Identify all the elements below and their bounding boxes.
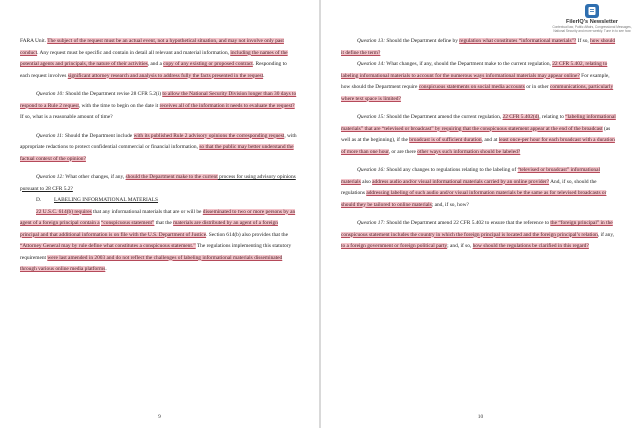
newsletter-badge[interactable] (550, 4, 634, 33)
highlight[interactable]: “televised or broadcast” informational materials (341, 167, 600, 185)
highlight[interactable]: 22 CFR 5.402, relating to labeling informational materials to account for the numerous ways informational materials may appear online? (341, 61, 608, 79)
question-label: Question 10: (36, 91, 64, 97)
newsletter-title: FilerIQ's Newsletter (565, 19, 618, 25)
text-span: also (360, 178, 373, 185)
text-span: . (105, 266, 107, 272)
text-span: . Any request must be specific and contain in detail all relevant and material information, (37, 49, 231, 56)
highlight[interactable]: “Attorney General may by rule define what constitutes a conspicuous statement.” (20, 243, 196, 249)
highlight[interactable]: 22 CFR 5.402(d) (502, 114, 540, 120)
newsletter-subtitle: Contextual law, Public Affairs, Congressional Messages, National Security and more weekly. Tune in to see how (552, 25, 632, 33)
page-number: 9 (158, 414, 161, 420)
paragraph-labeling (20, 207, 297, 276)
page-10 (321, 0, 640, 428)
question-10 (20, 89, 297, 124)
text-span: Should the Department revise 28 CFR 5.2(i) (64, 91, 163, 97)
text-span: . Section 614(b) also provides that the (206, 231, 288, 238)
highlight[interactable]: how should the regulations be clarified in this regard? (472, 243, 589, 249)
question-15 (341, 112, 618, 158)
question-11 (20, 131, 297, 166)
text-span: Should any changes to regulations relating to the labeling of (385, 167, 518, 173)
section-title: LABELING INFORMATIONAL MATERIALS (54, 197, 159, 203)
text-span: FARA Unit. (20, 38, 48, 44)
text-span: , relating to (539, 114, 566, 120)
text-span: process for using advisory opinions pursuant to 28 CFR 5.2? (20, 174, 296, 192)
highlight[interactable]: “conspicuous statement” (101, 220, 155, 226)
question-label: Question 15: (357, 114, 385, 120)
text-span: If so, (576, 38, 591, 44)
question-label: Question 16: (357, 167, 385, 173)
question-14 (341, 59, 618, 105)
question-17 (341, 218, 618, 253)
highlight[interactable]: communications, particularly where text space is limited? (341, 84, 614, 102)
text-span: If so, what is a reasonable amount of time? (20, 114, 113, 120)
page-number: 10 (477, 414, 484, 420)
question-label: Question 11: (36, 132, 64, 139)
text-span: , with appropriate redactions to protect confidential commercial or financial information, (20, 132, 297, 150)
highlight[interactable]: broadcast is of sufficient duration (409, 137, 482, 143)
text-span: . (263, 72, 265, 79)
highlight[interactable]: to allow the National Security Division longer than 30 days to respond to a Rule 2 request (20, 91, 297, 109)
highlight[interactable]: receives all of the information it needs to evaluate the request? (159, 102, 295, 109)
highlight[interactable]: how should it define the term? (341, 38, 616, 56)
highlight[interactable]: were last amended in 2003 and do not reflect the challenges of labeling informational materials disseminated through various online media platforms (20, 254, 283, 272)
highlight[interactable]: regulation what constitutes “informational materials”? (459, 38, 577, 44)
text-span: that any informational materials that are or will be (91, 208, 203, 215)
text-span: The regulations implementing this statutory requirement (20, 243, 292, 261)
highlight[interactable]: disseminated to two or more persons by an agent of a foreign principal contain a (20, 208, 296, 226)
text-span: , and a (147, 61, 164, 67)
newsletter-logo-icon (585, 4, 599, 18)
text-span: ; and, if so, how? (431, 201, 469, 208)
highlight[interactable]: the “foreign principal” in the conspicuous statement includes the country in which the foreign principal is located and the foreign principal’s relation (341, 220, 613, 238)
highlight[interactable]: address audio and/or visual informational materials carried by an online provider? (372, 178, 550, 185)
highlight[interactable]: addressing labeling of such audio and/or visual information materials be the same as for televised broadcasts or should they be tailored to online materials (341, 190, 607, 208)
paragraph-fara-request (20, 36, 297, 82)
text-span: For example, how should the Department require (341, 72, 610, 90)
text-span: What changes, if any, should the Department make to the current regulation, (385, 61, 553, 67)
text-span: , with the time to begin on the date it (78, 102, 160, 109)
question-12 (20, 172, 297, 195)
text-span: , and at (481, 137, 499, 143)
text-span: Should the Department amend the current regulation, (385, 114, 503, 120)
section-heading (20, 195, 297, 207)
text-span: . Responding to each request involves (20, 61, 287, 79)
page-9 (0, 0, 319, 428)
text-span: ; and, if so, (447, 243, 473, 249)
highlight[interactable]: with its published Rule 2 advisory opinions the corresponding request (133, 132, 285, 139)
text-span: Should the Department define by (385, 38, 460, 44)
question-label: Question 13: (357, 38, 385, 44)
highlight[interactable]: least once-per hour for each broadcast with a duration of more than one hour (341, 137, 615, 155)
highlight[interactable]: “labeling informational materials” that are “televised or broadcast” by requiring that the conspicuous statement appear at the end of the broadcast (341, 114, 616, 132)
highlight[interactable]: significant attorney research and analysis to address fully the facts presented in the request (67, 72, 264, 79)
highlight[interactable]: copy of any existing or proposed contract (163, 61, 253, 67)
highlight[interactable]: conspicuous statements on social media accounts (418, 84, 525, 90)
highlight[interactable]: should the Department make to the current (125, 174, 218, 180)
text-span: Should the Department include (63, 132, 134, 139)
question-label: Question 17: (357, 220, 385, 226)
text-span: , if any, (597, 231, 615, 238)
question-label: Question 12: (36, 174, 64, 180)
text-span: (as well as at the beginning), if the (341, 125, 611, 143)
highlight[interactable]: materials are distributed by an agent of a foreign principal and that additional information is on file with the U.S. Department of Justice (20, 220, 278, 238)
section-letter: D. (36, 197, 42, 203)
highlight[interactable]: 22 U.S.C. 614(b) requires (36, 208, 92, 215)
highlight[interactable]: to a foreign government or foreign political party (341, 243, 448, 249)
text-span: or in other (524, 84, 550, 90)
highlight[interactable]: including the names of the potential agents and principals, the nature of their activities (20, 49, 288, 67)
highlight[interactable]: The subject of the request must be an actual event, not a hypothetical situation, and may not involve only past conduct (20, 38, 284, 56)
question-label: Question 14: (357, 61, 385, 67)
highlight[interactable]: so that the public may better understand the factual context of the opinion? (20, 144, 294, 162)
question-16 (341, 165, 618, 211)
highlight[interactable]: other ways such information should be labeled? (417, 148, 521, 155)
text-span: And, if so, should the regulations (341, 178, 597, 196)
text-span: Should the Department amend 22 CFR 5.402 to ensure that the reference to (385, 220, 551, 226)
text-span: What other changes, if any, (64, 174, 126, 180)
text-span: , or are there (388, 148, 418, 155)
text-span: that the (154, 220, 174, 226)
question-13 (341, 36, 618, 59)
